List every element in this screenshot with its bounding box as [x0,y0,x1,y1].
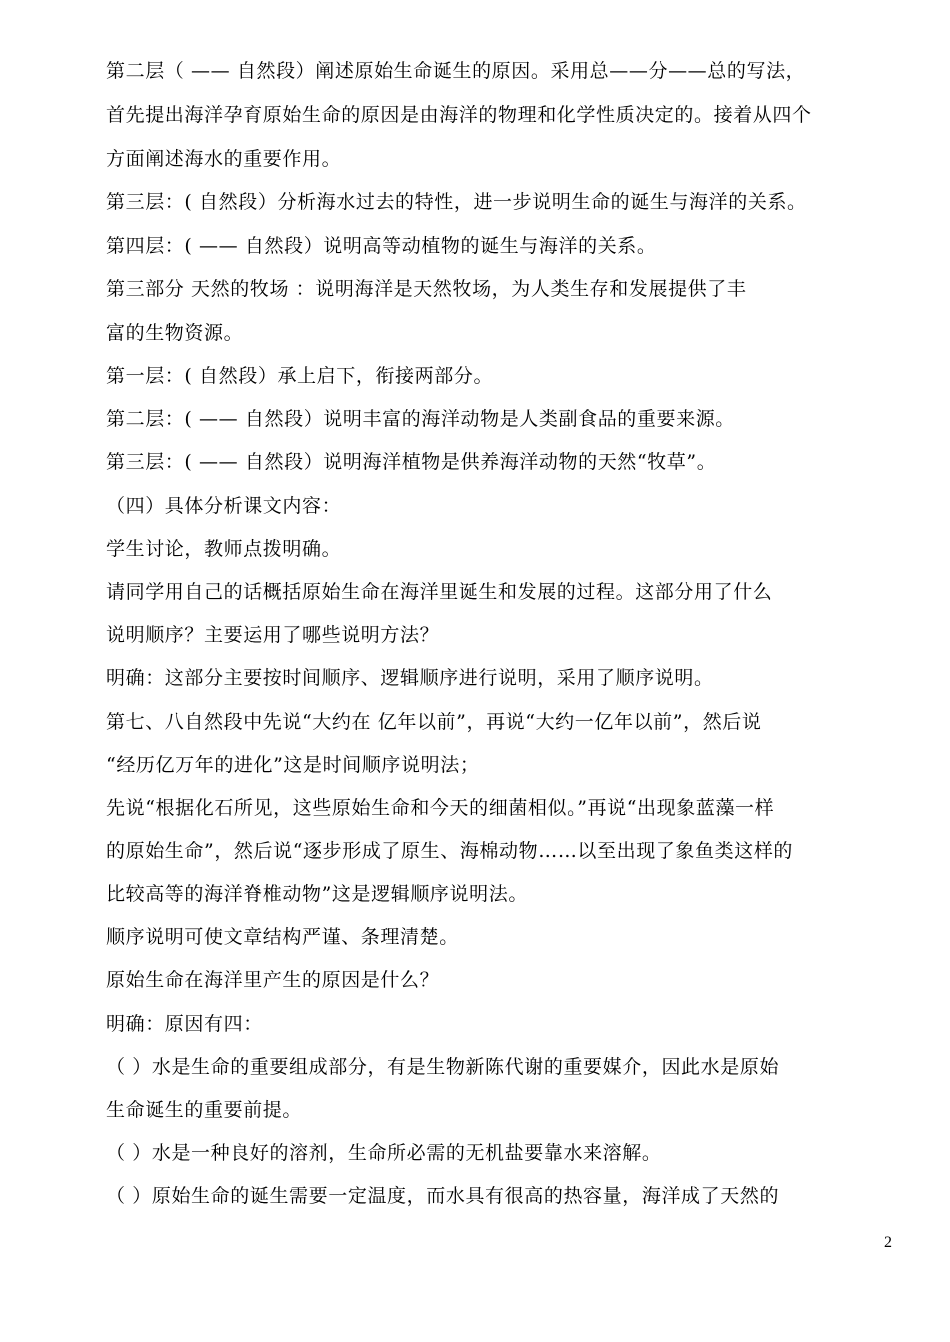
text-line: 第二层（ —— 自然段）阐述原始生命诞生的原因。采用总——分——总的写法， [106,60,806,82]
answer-line: 明确：这部分主要按时间顺序、逻辑顺序进行说明，采用了顺序说明。 [106,667,714,689]
page-number: 2 [884,1234,892,1251]
subsection-heading-line: （四）具体分析课文内容： [106,495,342,517]
text-line: 第二层：( —— 自然段）说明丰富的海洋动物是人类副食品的重要来源。 [106,408,735,430]
text-line: 生命诞生的重要前提。 [106,1099,303,1121]
text-line: 方面阐述海水的重要作用。 [106,148,342,170]
text-line: 第四层：( —— 自然段）说明高等动植物的诞生与海洋的关系。 [106,235,657,257]
text-line: （ ）原始生命的诞生需要一定温度，而水具有很高的热容量，海洋成了天然的 [106,1185,780,1207]
text-line: 的原始生命”，然后说“逐步形成了原生、海棉动物……以至出现了象鱼类这样的 [106,840,794,862]
question-line: 原始生命在海洋里产生的原因是什么？ [106,969,440,991]
text-line: 第七、八自然段中先说“大约在 亿年以前”，再说“大约一亿年以前”，然后说 [106,711,762,733]
text-line: （ ）水是生命的重要组成部分，有是生物新陈代谢的重要媒介，因此水是原始 [106,1056,780,1078]
text-line: 学生讨论，教师点拨明确。 [106,538,342,560]
text-line: 第一层：( 自然段）承上启下，衔接两部分。 [106,365,494,387]
section-heading-line: 第三部分 天然的牧场 ：说明海洋是天然牧场，为人类生存和发展提供了丰 [106,278,747,300]
text-line: 顺序说明可使文章结构严谨、条理清楚。 [106,926,459,948]
text-line: （ ）水是一种良好的溶剂，生命所必需的无机盐要靠水来溶解。 [106,1142,662,1164]
question-line: 请同学用自己的话概括原始生命在海洋里诞生和发展的过程。这部分用了什么 [106,581,773,603]
text-line: 富的生物资源。 [106,322,244,344]
text-line: 第三层：( 自然段）分析海水过去的特性，进一步说明生命的诞生与海洋的关系。 [106,191,807,213]
text-line: 第三层：( —— 自然段）说明海洋植物是供养海洋动物的天然“牧草”。 [106,451,717,473]
answer-line: 明确：原因有四： [106,1013,263,1035]
text-line: 比较高等的海洋脊椎动物”这是逻辑顺序说明法。 [106,883,528,905]
text-line: 首先提出海洋孕育原始生命的原因是由海洋的物理和化学性质决定的。接着从四个 [106,104,812,126]
text-line: “经历亿万年的进化”这是时间顺序说明法； [106,754,480,776]
question-line: 说明顺序？主要运用了哪些说明方法？ [106,624,440,646]
text-line: 先说“根据化石所见，这些原始生命和今天的细菌相似。”再说“出现象蓝藻一样 [106,797,775,819]
